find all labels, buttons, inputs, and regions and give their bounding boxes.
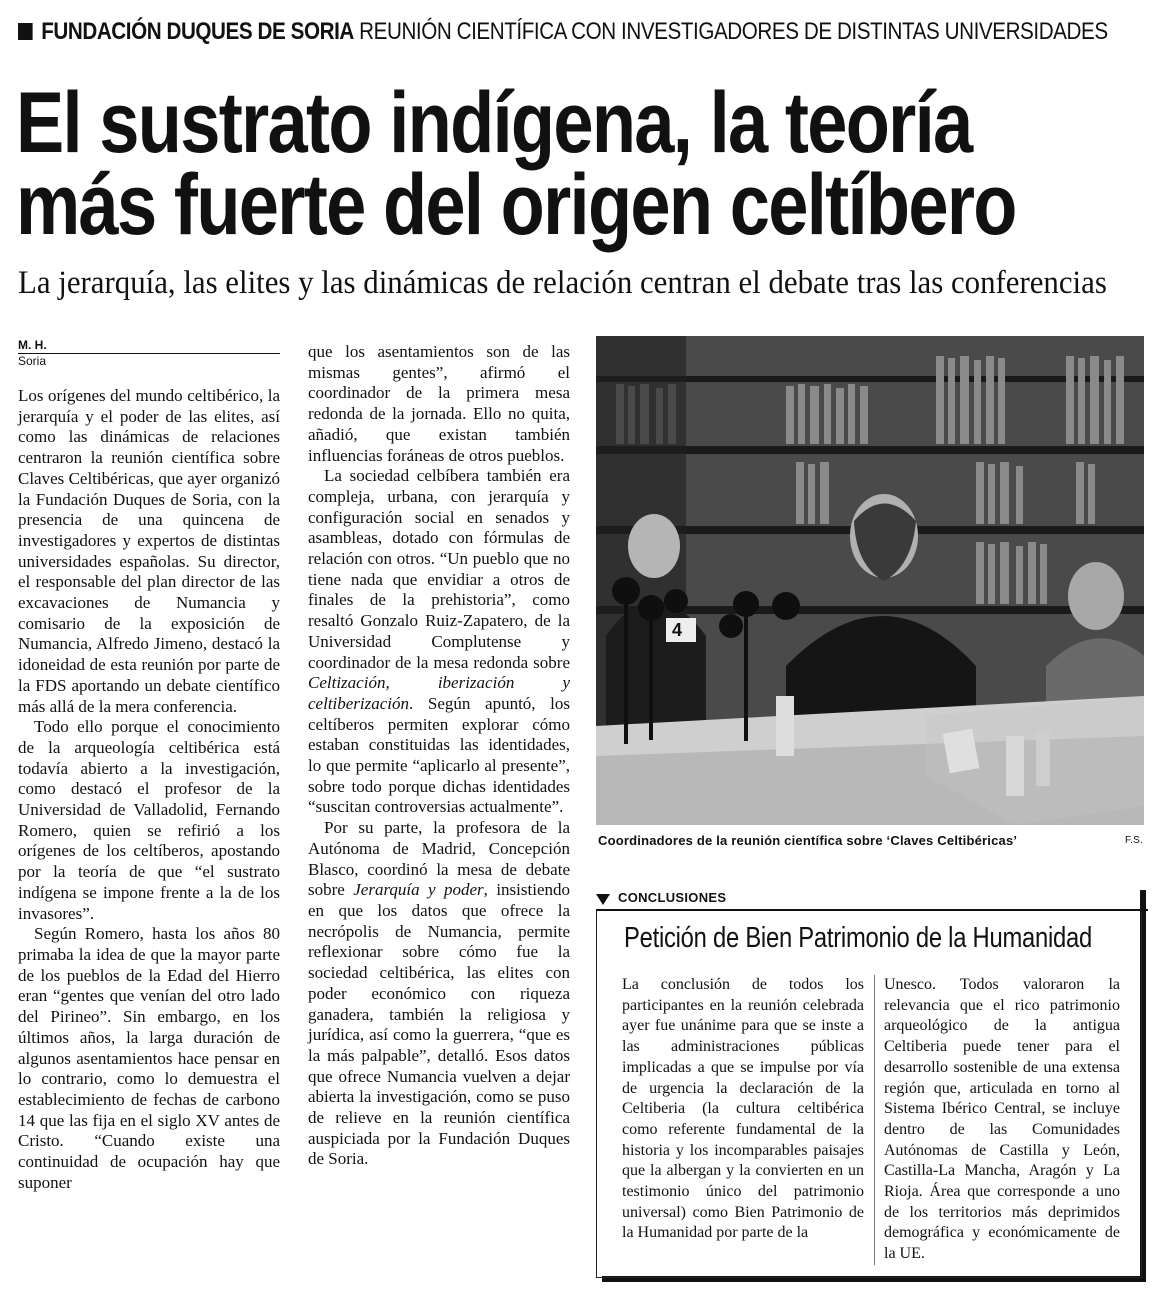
- article-column-1: [18, 386, 280, 1193]
- triangle-down-icon: [596, 894, 610, 905]
- sidebar-column-2: [884, 975, 1120, 1265]
- sidebar-title: Petición de Bien Patrimonio de la Humanidad: [624, 922, 1092, 954]
- kicker-topic: REUNIÓN CIENTÍFICA CON INVESTIGADORES DE DISTINTAS UNIVERSIDADES: [359, 18, 1108, 45]
- caption-text: Coordinadores de la reunión científica sobre ‘Claves Celtibéricas’: [598, 833, 1018, 848]
- kicker: [18, 18, 1108, 46]
- text-run: La sociedad celbíbera también era compleja, urbana, con jerarquía y configuración social en senados y asambleas, dotado con fórmulas de relación con otros. “Un pueblo que no tiene nada que envidiar a otros de finales de la prehistoria”, como resaltó Gonzalo Ruiz-Zapatero, de la Universidad Complutense y coordinador de la mesa redonda sobre: [308, 466, 570, 672]
- headline-line-2: más fuerte del origen celtíbero: [16, 157, 1016, 253]
- sidebar-tab: [596, 890, 740, 910]
- photo-caption: [598, 833, 1143, 848]
- italic-title: Jerarquía y poder: [353, 880, 484, 900]
- italic-title: Celtización, iberización y celtiberización: [308, 673, 570, 713]
- article-column-2: [308, 342, 570, 1170]
- byline-place: Soria: [18, 354, 47, 368]
- article-paragraph: Todo ello porque el conocimiento de la arqueología celtibérica está todavía abierto a la investigación, como destacó el profesor de la Universidad de Valladolid, Fernando Romero, quien se refirió a los orígenes de los celtíberos, apostando por la teoría de que “el sustrato indígena se impone frente a la de los invasores”.: [18, 717, 280, 923]
- kicker-section: FUNDACIÓN DUQUES DE SORIA: [41, 18, 354, 45]
- sidebar-paragraph: La conclusión de todos los participantes en la reunión celebrada ayer fue unánime para que se inste a las administraciones públicas implicadas a que se impulse por vía de urgencia la declaración de la Celtiberia (la cultura celtibérica como referente fundamental de la historia y los incomparables paisajes que la albergan y la convierten en un testimonio único del patrimonio universal) como Bien Patrimonio de la Humanidad por parte de la: [622, 976, 864, 1242]
- sidebar-label: CONCLUSIONES: [618, 890, 727, 905]
- column-divider: [874, 975, 875, 1265]
- section-square-icon: [18, 23, 33, 40]
- mic-channel-label: 4: [672, 620, 683, 640]
- text-run: , insistiendo en que los datos que ofrece la necrópolis de Numancia, permite reflexionar sobre cómo fue la sociedad celtibérica, las elites con poder económico con riqueza ganadera, también la religiosa y jurídica, así como la guerrera, “que es la más palpable”, detalló. Esos datos que ofrece Numancia vuelven a dejar abierta la investigación, como se puso de relieve en la reunión científica auspiciada por la Fundación Duques de Soria.: [308, 880, 570, 1169]
- headline-line-1: El sustrato indígena, la teoría: [16, 75, 972, 171]
- article-paragraph: [308, 466, 570, 818]
- text-run: Por su parte, la profesora de la Autónoma de Madrid, Concepción Blasco, coordinó la mesa de debate sobre: [308, 818, 570, 900]
- photo-credit: F.S.: [1124, 835, 1143, 846]
- subheadline: La jerarquía, las elites y las dinámicas de relación centran el debate tras las conferencias: [18, 265, 1107, 301]
- article-paragraph: que los asentamientos son de las mismas gentes”, afirmó el coordinador de la primera mesa redonda de la jornada. Ello no quita, añadió, que existan también influencias foráneas de otros pueblos.: [308, 342, 570, 465]
- byline-author: M. H.: [18, 338, 47, 352]
- photo-illustration: [596, 336, 1144, 825]
- article-paragraph: Los orígenes del mundo celtibérico, la jerarquía y el poder de las elites, así como las dinámicas de relaciones centraron la reunión científica sobre Claves Celtibéricas, que ayer organizó la Fundación Duques de Soria, con la presencia de una quincena de investigadores y expertos de distintas universidades españolas. Su director, el responsable del plan director de las excavaciones de Numancia y comisario de la exposición de Numancia, Alfredo Jimeno, destacó la idoneidad de esta reunión por parte de la FDS aportando un debate científico más allá de la mera conferencia.: [18, 386, 280, 716]
- sidebar-paragraph: Unesco. Todos valoraron la relevancia que el rico patrimonio arqueológico de la antigua Celtiberia puede tener para el desarrollo sostenible de una extensa región que, articulada en torno al Sistema Ibérico Central, se incluye dentro de las Comunidades Autónomas de Castilla y León, Castilla-La Mancha, Aragón y La Rioja. Área que corresponde a uno de los territorios más deprimidos demográfica y económicamente de la UE.: [884, 976, 1120, 1263]
- news-photo: [596, 336, 1144, 825]
- headline: [16, 75, 1016, 253]
- article-paragraph: [308, 818, 570, 1170]
- sidebar-rule: [596, 909, 1148, 911]
- sidebar-column-1: [622, 975, 864, 1244]
- text-run: . Según apuntó, los celtíberos permiten explorar cómo estaban constituidas las identidades, lo que permite “aplicarlo al presente”, sobre todo porque dichas identidades “suscitan controversias actualmente”.: [308, 693, 570, 817]
- byline: [18, 338, 280, 368]
- article-paragraph: Según Romero, hasta los años 80 primaba la idea de que la mayor parte de los pueblos de la Edad del Hierro eran “gentes que venían del otro lado del Pirineo”. Sin embargo, en los últimos años, la larga duración de algunos asentamientos hace pensar en lo contrario, como lo demuestra el establecimiento de fechas de carbono 14 que las fija en el siglo XV antes de Cristo. “Cuando existe una continuidad de ocupación hay que suponer: [18, 924, 280, 1192]
